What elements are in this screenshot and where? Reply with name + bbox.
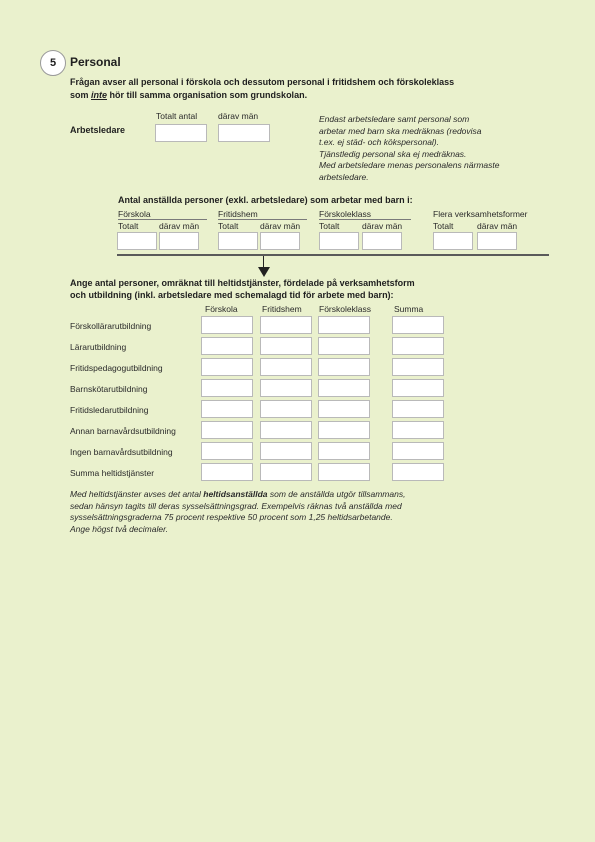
section-number-badge	[40, 50, 66, 76]
heltid-cell-input[interactable]	[318, 358, 370, 376]
group-forskoleklass-label: Förskoleklass	[319, 209, 371, 219]
footnote-line-4: Ange högst två decimaler.	[70, 523, 168, 534]
section-intro	[70, 76, 530, 102]
heltid-cell-input[interactable]	[260, 400, 312, 418]
intro-line-2-post: hör till samma organisation som grundskolan.	[107, 90, 308, 100]
heltid-row-label: Förskollärarutbildning	[70, 321, 152, 331]
down-arrow-icon	[258, 267, 270, 277]
intro-line-2	[70, 89, 530, 102]
heltid-cell-input[interactable]	[392, 379, 444, 397]
arbetsledare-label: Arbetsledare	[70, 125, 126, 135]
flera-totalt-header: Totalt	[433, 221, 454, 231]
heltid-heading	[70, 277, 415, 301]
heltid-row-label: Ingen barnavårdsutbildning	[70, 447, 173, 457]
arbetsledare-man-input[interactable]	[218, 124, 270, 142]
heltid-cell-input[interactable]	[260, 358, 312, 376]
heltid-cell-input[interactable]	[260, 463, 312, 481]
heltid-cell-input[interactable]	[318, 442, 370, 460]
heltid-cell-input[interactable]	[392, 400, 444, 418]
footnote-line-1-pre: Med heltidstjänster avses det antal	[70, 489, 204, 499]
fritidshem-man-header: därav män	[260, 221, 301, 231]
heltid-cell-input[interactable]	[260, 379, 312, 397]
forskola-totalt-header: Totalt	[118, 221, 139, 231]
heltid-row-label: Barnskötarutbildning	[70, 384, 148, 394]
heltid-cell-input[interactable]	[201, 400, 253, 418]
heltid-cell-input[interactable]	[318, 463, 370, 481]
forskola-totalt-input[interactable]	[117, 232, 157, 250]
flera-totalt-input[interactable]	[433, 232, 473, 250]
note-line: t.ex. ej städ- och kökspersonal).	[319, 137, 440, 147]
heltid-cell-input[interactable]	[392, 316, 444, 334]
intro-emphasis: inte	[91, 90, 108, 100]
col-header-fritidshem: Fritidshem	[262, 304, 302, 314]
fritidshem-totalt-header: Totalt	[218, 221, 239, 231]
group-divider	[319, 219, 411, 220]
fritidshem-man-input[interactable]	[260, 232, 300, 250]
heltid-cell-input[interactable]	[260, 421, 312, 439]
heltid-cell-input[interactable]	[201, 421, 253, 439]
heltid-cell-input[interactable]	[201, 316, 253, 334]
note-line: arbetar med barn ska medräknas (redovisa	[319, 125, 482, 136]
section-title: Personal	[70, 55, 121, 69]
flera-man-input[interactable]	[477, 232, 517, 250]
flera-man-header: därav män	[477, 221, 518, 231]
heltid-cell-input[interactable]	[392, 442, 444, 460]
footnote-line-2: sedan hänsyn tagits till deras sysselsättningsgrad. Exempelvis räknas två anställda med	[70, 500, 402, 511]
section-divider	[117, 254, 549, 256]
heltid-cell-input[interactable]	[318, 337, 370, 355]
heltid-cell-input[interactable]	[318, 379, 370, 397]
footnote-bold: heltidsanställda	[203, 489, 268, 499]
heltid-cell-input[interactable]	[260, 316, 312, 334]
heltid-cell-input[interactable]	[392, 421, 444, 439]
group-forskola-label: Förskola	[118, 209, 151, 219]
forskoleklass-man-input[interactable]	[362, 232, 402, 250]
heltid-cell-input[interactable]	[318, 316, 370, 334]
heltid-row-label: Fritidsledarutbildning	[70, 405, 149, 415]
heltid-cell-input[interactable]	[318, 421, 370, 439]
footnote-line-1	[70, 489, 405, 501]
heltid-row-label: Fritidspedagogutbildning	[70, 363, 163, 373]
note-line: Endast arbetsledare samt personal som	[319, 114, 470, 124]
forskoleklass-totalt-input[interactable]	[319, 232, 359, 250]
anstallda-heading: Antal anställda personer (exkl. arbetsledare) som arbetar med barn i:	[118, 195, 413, 205]
footnote-line-3: sysselsättningsgraderna 75 procent respektive 50 procent som 1,25 heltidsarbetande.	[70, 512, 393, 522]
heltid-cell-input[interactable]	[392, 463, 444, 481]
arbetsledare-totalt-input[interactable]	[155, 124, 207, 142]
heltid-heading-line-2: och utbildning (inkl. arbetsledare med schemalagd tid för arbete med barn):	[70, 290, 394, 300]
col-header-summa: Summa	[394, 304, 424, 314]
fritidshem-totalt-input[interactable]	[218, 232, 258, 250]
arbetsledare-note	[319, 114, 500, 183]
heltid-cell-input[interactable]	[392, 337, 444, 355]
group-flera-label: Flera verksamhetsformer	[433, 209, 528, 219]
heltid-cell-input[interactable]	[260, 337, 312, 355]
forskola-man-header: därav män	[159, 221, 200, 231]
heltid-cell-input[interactable]	[260, 442, 312, 460]
group-divider	[118, 219, 207, 220]
arbetsledare-totalt-header: Totalt antal	[156, 111, 198, 121]
forskola-man-input[interactable]	[159, 232, 199, 250]
heltid-cell-input[interactable]	[201, 463, 253, 481]
forskoleklass-totalt-header: Totalt	[319, 221, 340, 231]
footnote	[70, 489, 405, 535]
note-line: Tjänstledig personal ska ej medräknas.	[319, 148, 467, 159]
intro-line-2-pre: som	[70, 90, 92, 100]
note-line: arbetsledare.	[319, 171, 369, 182]
heltid-cell-input[interactable]	[318, 400, 370, 418]
section-number: 5	[49, 57, 57, 69]
heltid-heading-line-1: Ange antal personer, omräknat till heltidstjänster, fördelade på verksamhetsform	[70, 278, 415, 288]
arbetsledare-man-header: därav män	[218, 111, 259, 121]
heltid-row-label: Summa heltidstjänster	[70, 468, 155, 478]
heltid-cell-input[interactable]	[201, 442, 253, 460]
group-fritidshem-label: Fritidshem	[218, 209, 258, 219]
heltid-row-label: Lärarutbildning	[70, 342, 127, 352]
heltid-cell-input[interactable]	[201, 379, 253, 397]
heltid-cell-input[interactable]	[201, 358, 253, 376]
group-divider	[218, 219, 307, 220]
heltid-cell-input[interactable]	[392, 358, 444, 376]
col-header-forskola: Förskola	[205, 304, 238, 314]
heltid-cell-input[interactable]	[201, 337, 253, 355]
forskoleklass-man-header: därav män	[362, 221, 403, 231]
intro-line-1: Frågan avser all personal i förskola och dessutom personal i fritidshem och förskoleklass	[70, 77, 455, 87]
note-line: Med arbetsledare menas personalens närmaste	[319, 160, 500, 170]
heltid-row-label: Annan barnavårdsutbildning	[70, 426, 176, 436]
col-header-forskoleklass: Förskoleklass	[319, 304, 371, 314]
footnote-line-1-post: som de anställda utgör tillsammans,	[267, 489, 406, 499]
